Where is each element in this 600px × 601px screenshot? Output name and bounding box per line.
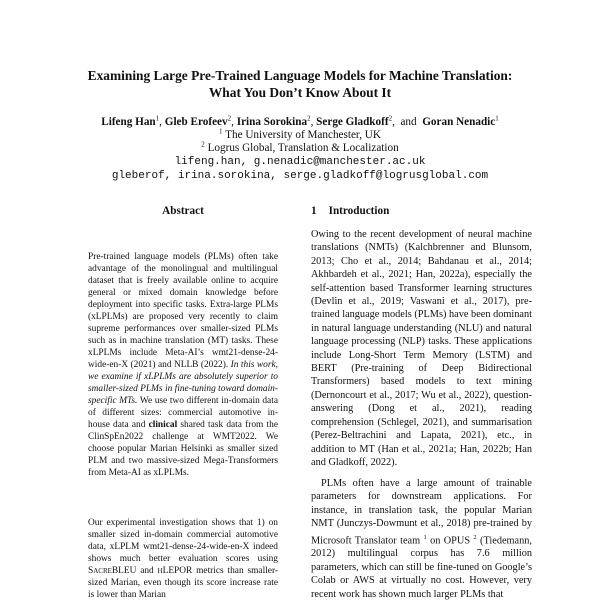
footnote-mark[interactable]: 1 <box>423 533 427 541</box>
section-title: Introduction <box>328 205 390 217</box>
affiliation-2 <box>0 141 600 155</box>
affiliation-name: Logrus Global, Translation & Localization <box>207 142 399 154</box>
author-affiliation-mark: 2 <box>307 114 311 123</box>
abstract-heading: Abstract <box>162 205 204 217</box>
abstract-text: metrics than smaller-sized Marian, even though its score increase rate is lower than Marian <box>88 566 278 600</box>
abstract-text: and <box>136 566 158 576</box>
author-affiliation-mark: 1 <box>495 114 499 123</box>
author-name: Goran Nenadic <box>422 116 496 128</box>
abstract-bold-term: clinical <box>148 420 178 430</box>
intro-text: PLMs often have a large amount of trainable parameters for downstream applications. For instance, in translation task, the popular Marian NMT (Junczys-Dowmunt et al., 2018) pre-trained by Microsoft Translator team <box>311 478 532 547</box>
intro-text: (Tiedemann, 2012) multilingual corpus has 7.6 million parameters, which can still be fine-tuned on Google’s Colab or AWS at virtually no cost. However, very recent work has shown much larger PLMs that <box>311 535 532 600</box>
author-affiliation-mark: 2 <box>388 114 393 123</box>
abstract-text: Pre-trained language models (PLMs) often take advantage of the monolingual and multilingual dataset that is freely available online to acquire general or mixed domain knowledge before deployment into specific tasks. Extra-large PLMs (xLPLMs) are proposed very recently to claim supreme performances over smaller-sized PLMs such as in machine translation (MT) tasks. These xLPLMs include Meta-AI’s wmt21-dense-24-wide-en-X (2021) and NLLB (2022). <box>88 252 278 370</box>
introduction-paragraph-1: Owing to the recent development of neural machine translations (NMTs) (Kalchbrenner and Blunsom, 2013; Cho et al., 2014; Bahdanau et al., 2014; Akhbardeh et al., 2021; Han, 2022a), especially the self-attention based Transformer learning structures (Devlin et al., 2019; Vaswani et al., 2017), pre-trained language models (PLMs) have been dominant in natural language understanding (NLU) and natural language processing (NLP) tasks. These applications include Long-Short Term Memory (LSTM) and BERT (Pre-training of Deep Bidirectional Transformers) based models to text mining (Dernoncourt et al., 2017; Wu et al., 2022), question-answering (Dong et al., 2021), reading comprehension (Schlegel, 2021), and summarisation (Perez-Beltrachini and Lapata, 2021), etc., in addition to MT (Han et al., 2021a; Han, 2022b; Han and Gladkoff, 2022). <box>311 229 532 468</box>
abstract-text: shared task data from the ClinSpEn2022 challenge at WMT2022. We choose popular Marian Helsinki as smaller sized PLM and two massive-sized Mega-Transformers from Meta-AI as xLPLMs. <box>88 420 278 478</box>
email-line-1[interactable]: lifeng.han, g.nenadic@manchester.ac.uk <box>174 156 426 168</box>
abstract-italic-claim: In this work, we examine if xLPLMs are absolutely superior to smaller-sized PLMs in fine-tuning toward domain-specific MTs. <box>88 360 278 406</box>
author-name: Serge Gladkoff <box>316 116 389 128</box>
abstract-text: Our experimental investigation shows that 1) on smaller sized in-domain commercial automotive data, xLPLM wmt21-dense-24-wide-en-X indeed shows much better evaluation scores using <box>88 518 278 564</box>
metric-name-hlepor: hLEPOR <box>157 566 193 576</box>
section-number: 1 <box>311 205 317 217</box>
footnote-mark[interactable]: 2 <box>473 533 477 541</box>
affiliation-mark: 1 <box>219 127 223 136</box>
author-name: Lifeng Han <box>101 116 156 128</box>
affiliation-mark: 2 <box>201 140 205 149</box>
abstract-paragraph-2 <box>88 517 278 601</box>
abstract-paragraph-1 <box>88 251 278 479</box>
author-name: Irina Sorokina <box>236 116 308 128</box>
intro-text: on OPUS <box>426 535 474 547</box>
paper-title-line-2: What You Don’t Know About It <box>208 85 392 100</box>
author-conjunction: and <box>400 116 417 128</box>
author-list: Lifeng Han$^1$, Gleb Erofeev$^2$, Irina Sorokina$^2$, Serge Gladkoff$^2$, and Goran Nenadic$^1$ <box>101 114 499 128</box>
author-affiliation-mark: 1 <box>155 114 160 123</box>
author-name: Gleb Erofeev <box>164 116 228 128</box>
introduction-paragraph-2 <box>311 477 532 601</box>
section-heading-introduction <box>311 205 389 217</box>
email-line-2[interactable]: gleberof, irina.sorokina, serge.gladkoff@logrusglobal.com <box>111 170 489 182</box>
affiliation-name: The University of Manchester, UK <box>225 129 381 141</box>
affiliation-1 <box>0 128 600 142</box>
metric-name-sacrebleu: SacreBLEU <box>88 566 137 576</box>
abstract-text: We use two different in-domain data of different sizes: commercial automotive in-house data and <box>88 396 278 430</box>
author-affiliation-mark: 2 <box>227 114 232 123</box>
paper-title-line-1: Examining Large Pre-Trained Language Models for Machine Translation: <box>87 68 513 83</box>
